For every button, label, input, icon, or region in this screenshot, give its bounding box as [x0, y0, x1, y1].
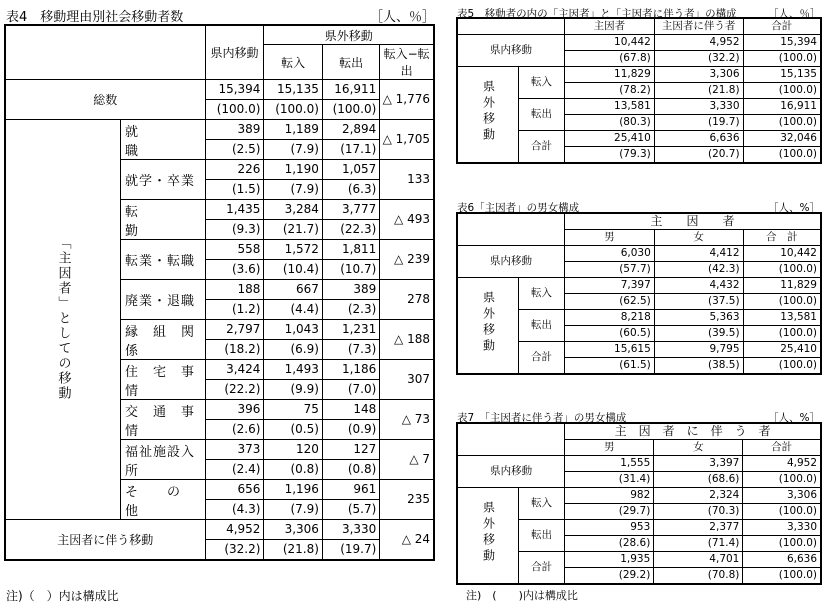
cell-pct: (21.8) — [654, 83, 743, 99]
row-label: 転入 — [519, 278, 565, 310]
cell-out: 16,911 — [322, 80, 379, 100]
cell-intra-pct: (100.0) — [205, 100, 264, 120]
cell-value: 6,636 — [743, 552, 821, 568]
row-label: 県内移動 — [457, 456, 565, 488]
cell-out: 389 — [322, 280, 379, 300]
cell-value: 2,324 — [654, 488, 743, 504]
cell-value: 10,442 — [565, 35, 655, 51]
cell-in: 1,493 — [264, 360, 323, 380]
row-label: 主因者に伴う移動 — [5, 520, 205, 561]
cell-pct: (100.0) — [743, 294, 821, 310]
cell-in: 3,306 — [264, 520, 323, 540]
side-label-text: 県外移動 — [481, 291, 496, 355]
header-row — [457, 423, 821, 440]
cell-pct: (80.3) — [565, 115, 655, 131]
cell-value: 3,330 — [743, 520, 821, 536]
cell-out-pct: (7.3) — [322, 340, 379, 360]
cell-value: 11,829 — [565, 67, 655, 83]
cell-value: 15,394 — [743, 35, 821, 51]
table-row — [457, 456, 821, 472]
cell-pct: (19.7) — [654, 115, 743, 131]
cell-value: 982 — [565, 488, 654, 504]
corner — [457, 213, 565, 246]
cell-value: 32,046 — [743, 131, 821, 147]
cell-value: 6,030 — [565, 246, 655, 262]
cell-value: 10,442 — [743, 246, 821, 262]
cell-out-pct: (6.3) — [322, 180, 379, 200]
cell-intra: 15,394 — [205, 80, 264, 100]
table6-unit: ［人、%］ — [768, 202, 820, 214]
cell-pct: (37.5) — [654, 294, 743, 310]
group-header: 主 因 者 に 伴 う 者 — [565, 423, 821, 440]
cell-pct: (29.7) — [565, 504, 654, 520]
cell-pct: (100.0) — [743, 568, 821, 585]
row-label: 転入 — [519, 488, 565, 520]
table4-body — [5, 80, 434, 561]
cell-net: △ 24 — [380, 520, 434, 561]
cell-value: 3,306 — [654, 67, 743, 83]
col-header: 女 — [654, 440, 743, 456]
side-label — [457, 67, 519, 164]
table4-header-intra: 県内移動 — [205, 25, 264, 80]
cell-pct: (42.3) — [654, 262, 743, 278]
cell-out-pct: (22.3) — [322, 220, 379, 240]
cell-pct: (61.5) — [565, 358, 655, 375]
cell-value: 4,412 — [654, 246, 743, 262]
cell-pct: (28.6) — [565, 536, 654, 552]
table4-header-out: 転出 — [322, 45, 379, 80]
cell-in: 75 — [264, 400, 323, 420]
row-label: 就学・卒業 — [121, 160, 206, 200]
cell-out-pct: (100.0) — [322, 100, 379, 120]
cell-net: 235 — [380, 480, 434, 520]
table-row — [457, 488, 821, 504]
cell-pct: (70.3) — [654, 504, 743, 520]
col-header: 主因者 — [565, 18, 655, 35]
cell-out-pct: (2.3) — [322, 300, 379, 320]
cell-intra: 188 — [205, 280, 264, 300]
cell-net: 307 — [380, 360, 434, 400]
row-label: 住 宅 事 情 — [121, 360, 206, 400]
cell-in: 667 — [264, 280, 323, 300]
cell-pct: (100.0) — [743, 115, 821, 131]
row-label: 合計 — [519, 342, 565, 375]
cell-in-pct: (100.0) — [264, 100, 323, 120]
cell-in-pct: (10.4) — [264, 260, 323, 280]
header-row — [457, 18, 821, 35]
row-label: 転出 — [519, 310, 565, 342]
cell-intra-pct: (2.5) — [205, 140, 264, 160]
row-label: 廃業・退職 — [121, 280, 206, 320]
cell-pct: (100.0) — [743, 504, 821, 520]
row-label: 転出 — [519, 99, 565, 131]
cell-value: 3,397 — [654, 456, 743, 472]
table4-header-extra: 県外移動 — [264, 25, 434, 45]
cell-value: 7,397 — [565, 278, 655, 294]
cell-net: △ 188 — [380, 320, 434, 360]
cell-out-pct: (19.7) — [322, 540, 379, 561]
cell-pct: (39.5) — [654, 326, 743, 342]
cell-pct: (68.6) — [654, 472, 743, 488]
cell-value: 25,410 — [565, 131, 655, 147]
cell-intra: 3,424 — [205, 360, 264, 380]
cell-net: △ 239 — [380, 240, 434, 280]
cell-pct: (29.2) — [565, 568, 654, 585]
cell-net: △ 1,776 — [380, 80, 434, 120]
cell-value: 1,935 — [565, 552, 654, 568]
cell-value: 11,829 — [743, 278, 821, 294]
cell-value: 5,363 — [654, 310, 743, 326]
cell-pct: (100.0) — [743, 51, 821, 67]
cell-value: 1,555 — [565, 456, 654, 472]
cell-out-pct: (17.1) — [322, 140, 379, 160]
cell-out: 1,811 — [322, 240, 379, 260]
cell-out-pct: (0.9) — [322, 420, 379, 440]
cell-pct: (100.0) — [743, 83, 821, 99]
cell-pct: (57.7) — [565, 262, 655, 278]
cell-in-pct: (21.7) — [264, 220, 323, 240]
cell-pct: (100.0) — [743, 358, 821, 375]
cell-value: 8,218 — [565, 310, 655, 326]
cell-out: 961 — [322, 480, 379, 500]
table-row — [457, 35, 821, 51]
side-label — [457, 488, 519, 585]
header-row — [457, 213, 821, 230]
cell-net: △ 73 — [380, 400, 434, 440]
col-header: 合計 — [743, 18, 821, 35]
cell-in-pct: (7.9) — [264, 500, 323, 520]
cell-out: 1,231 — [322, 320, 379, 340]
table-row — [457, 67, 821, 83]
cell-pct: (100.0) — [743, 326, 821, 342]
row-label: そ の 他 — [121, 480, 206, 520]
table5 — [456, 17, 822, 164]
side-label — [5, 120, 121, 520]
side-label-text: 県外移動 — [481, 501, 496, 565]
cell-out: 127 — [322, 440, 379, 460]
cell-pct: (62.5) — [565, 294, 655, 310]
cell-in: 1,043 — [264, 320, 323, 340]
cell-intra: 656 — [205, 480, 264, 500]
row-label: 合計 — [519, 552, 565, 585]
cell-intra-pct: (22.2) — [205, 380, 264, 400]
table4-header-net: 転入−転出 — [380, 45, 434, 80]
table-row — [5, 120, 434, 140]
cell-value: 9,795 — [654, 342, 743, 358]
table6 — [456, 212, 822, 375]
cell-value: 3,330 — [654, 99, 743, 115]
cell-value: 4,952 — [654, 35, 743, 51]
table7-title: 表7 「主因者に伴う者」の男女構成 — [457, 412, 627, 424]
cell-in: 1,189 — [264, 120, 323, 140]
col-header: 女 — [654, 230, 743, 246]
table4-header-in: 転入 — [264, 45, 323, 80]
cell-intra: 226 — [205, 160, 264, 180]
cell-intra: 558 — [205, 240, 264, 260]
row-label: 転出 — [519, 520, 565, 552]
row-label: 縁 組 関 係 — [121, 320, 206, 360]
cell-in: 3,284 — [264, 200, 323, 220]
cell-out: 3,330 — [322, 520, 379, 540]
cell-out: 3,777 — [322, 200, 379, 220]
cell-out-pct: (0.8) — [322, 460, 379, 480]
cell-in-pct: (4.4) — [264, 300, 323, 320]
cell-pct: (70.8) — [654, 568, 743, 585]
cell-in: 120 — [264, 440, 323, 460]
cell-intra-pct: (1.2) — [205, 300, 264, 320]
col-header: 合計 — [743, 440, 821, 456]
cell-in-pct: (6.9) — [264, 340, 323, 360]
row-label: 転業・転職 — [121, 240, 206, 280]
cell-pct: (31.4) — [565, 472, 654, 488]
table5-title: 表5 移動者の内の「主因者」と「主因者に伴う者」の構成 — [457, 8, 737, 20]
cell-value: 953 — [565, 520, 654, 536]
cell-value: 3,306 — [743, 488, 821, 504]
cell-in: 1,190 — [264, 160, 323, 180]
cell-intra: 389 — [205, 120, 264, 140]
cell-in-pct: (7.9) — [264, 180, 323, 200]
corner — [457, 18, 565, 35]
corner — [457, 423, 565, 456]
cell-intra-pct: (2.6) — [205, 420, 264, 440]
row-label: 転入 — [519, 67, 565, 99]
cell-in-pct: (0.5) — [264, 420, 323, 440]
cell-pct: (60.5) — [565, 326, 655, 342]
cell-net: △ 493 — [380, 200, 434, 240]
row-label: 県内移動 — [457, 35, 565, 67]
cell-value: 25,410 — [743, 342, 821, 358]
cell-intra: 1,435 — [205, 200, 264, 220]
cell-out: 1,186 — [322, 360, 379, 380]
col-header: 男 — [565, 440, 654, 456]
cell-value: 4,432 — [654, 278, 743, 294]
row-label: 合計 — [519, 131, 565, 164]
cell-pct: (79.3) — [565, 147, 655, 164]
cell-intra-pct: (3.6) — [205, 260, 264, 280]
cell-intra-pct: (9.3) — [205, 220, 264, 240]
table4-title: 表4 移動理由別社会移動者数 — [6, 10, 184, 25]
cell-pct: (100.0) — [743, 536, 821, 552]
cell-value: 13,581 — [743, 310, 821, 326]
table7-unit: ［人、%］ — [768, 412, 820, 424]
table-row — [457, 246, 821, 262]
table6-title: 表6「主因者」の男女構成 — [457, 202, 580, 214]
cell-intra-pct: (4.3) — [205, 500, 264, 520]
cell-value: 4,701 — [654, 552, 743, 568]
cell-in-pct: (0.8) — [264, 460, 323, 480]
row-label: 交 通 事 情 — [121, 400, 206, 440]
cell-out: 1,057 — [322, 160, 379, 180]
cell-value: 2,377 — [654, 520, 743, 536]
cell-value: 6,636 — [654, 131, 743, 147]
cell-intra: 373 — [205, 440, 264, 460]
cell-intra: 396 — [205, 400, 264, 420]
table4-unit: ［人、％］ — [370, 10, 436, 25]
cell-net: 278 — [380, 280, 434, 320]
cell-intra-pct: (2.4) — [205, 460, 264, 480]
table5-unit: ［人、％］ — [768, 8, 821, 20]
col-header: 合 計 — [743, 230, 821, 246]
table-row — [5, 520, 434, 540]
row-label: 転 勤 — [121, 200, 206, 240]
cell-in-pct: (9.9) — [264, 380, 323, 400]
cell-pct: (32.2) — [654, 51, 743, 67]
cell-intra-pct: (1.5) — [205, 180, 264, 200]
table4-note: 注)（ ）内は構成比 — [6, 589, 119, 603]
cell-value: 15,135 — [743, 67, 821, 83]
col-header: 男 — [565, 230, 655, 246]
table-row — [457, 278, 821, 294]
cell-in-pct: (21.8) — [264, 540, 323, 561]
cell-out-pct: (7.0) — [322, 380, 379, 400]
row-label: 県内移動 — [457, 246, 565, 278]
row-label: 福祉施設入所 — [121, 440, 206, 480]
col-header: 主因者に伴う者 — [654, 18, 743, 35]
side-label — [457, 278, 519, 375]
cell-intra: 4,952 — [205, 520, 264, 540]
cell-out-pct: (5.7) — [322, 500, 379, 520]
cell-out: 2,894 — [322, 120, 379, 140]
cell-value: 13,581 — [565, 99, 655, 115]
cell-intra-pct: (32.2) — [205, 540, 264, 561]
cell-pct: (100.0) — [743, 472, 821, 488]
cell-net: 133 — [380, 160, 434, 200]
cell-value: 15,615 — [565, 342, 655, 358]
table7 — [456, 422, 822, 585]
cell-pct: (38.5) — [654, 358, 743, 375]
table-row — [5, 80, 434, 100]
cell-value: 4,952 — [743, 456, 821, 472]
cell-intra-pct: (18.2) — [205, 340, 264, 360]
cell-intra: 2,797 — [205, 320, 264, 340]
cell-pct: (100.0) — [743, 147, 821, 164]
cell-in: 15,135 — [264, 80, 323, 100]
table7-note: 注) ( )内は構成比 — [466, 589, 578, 602]
group-header: 主 因 者 — [565, 213, 821, 230]
cell-pct: (78.2) — [565, 83, 655, 99]
cell-pct: (20.7) — [654, 147, 743, 164]
side-label-text: 「主因者」としての移動 — [55, 235, 71, 401]
cell-in-pct: (7.9) — [264, 140, 323, 160]
table4 — [4, 24, 435, 561]
cell-net: △ 7 — [380, 440, 434, 480]
cell-net: △ 1,705 — [380, 120, 434, 160]
cell-value: 16,911 — [743, 99, 821, 115]
side-label-text: 県外移動 — [481, 80, 496, 144]
row-label: 就 職 — [121, 120, 206, 160]
cell-in: 1,572 — [264, 240, 323, 260]
cell-out-pct: (10.7) — [322, 260, 379, 280]
table4-corner — [5, 25, 205, 80]
row-label: 総数 — [5, 80, 205, 120]
cell-out: 148 — [322, 400, 379, 420]
cell-pct: (67.8) — [565, 51, 655, 67]
cell-in: 1,196 — [264, 480, 323, 500]
cell-pct: (71.4) — [654, 536, 743, 552]
cell-pct: (100.0) — [743, 262, 821, 278]
